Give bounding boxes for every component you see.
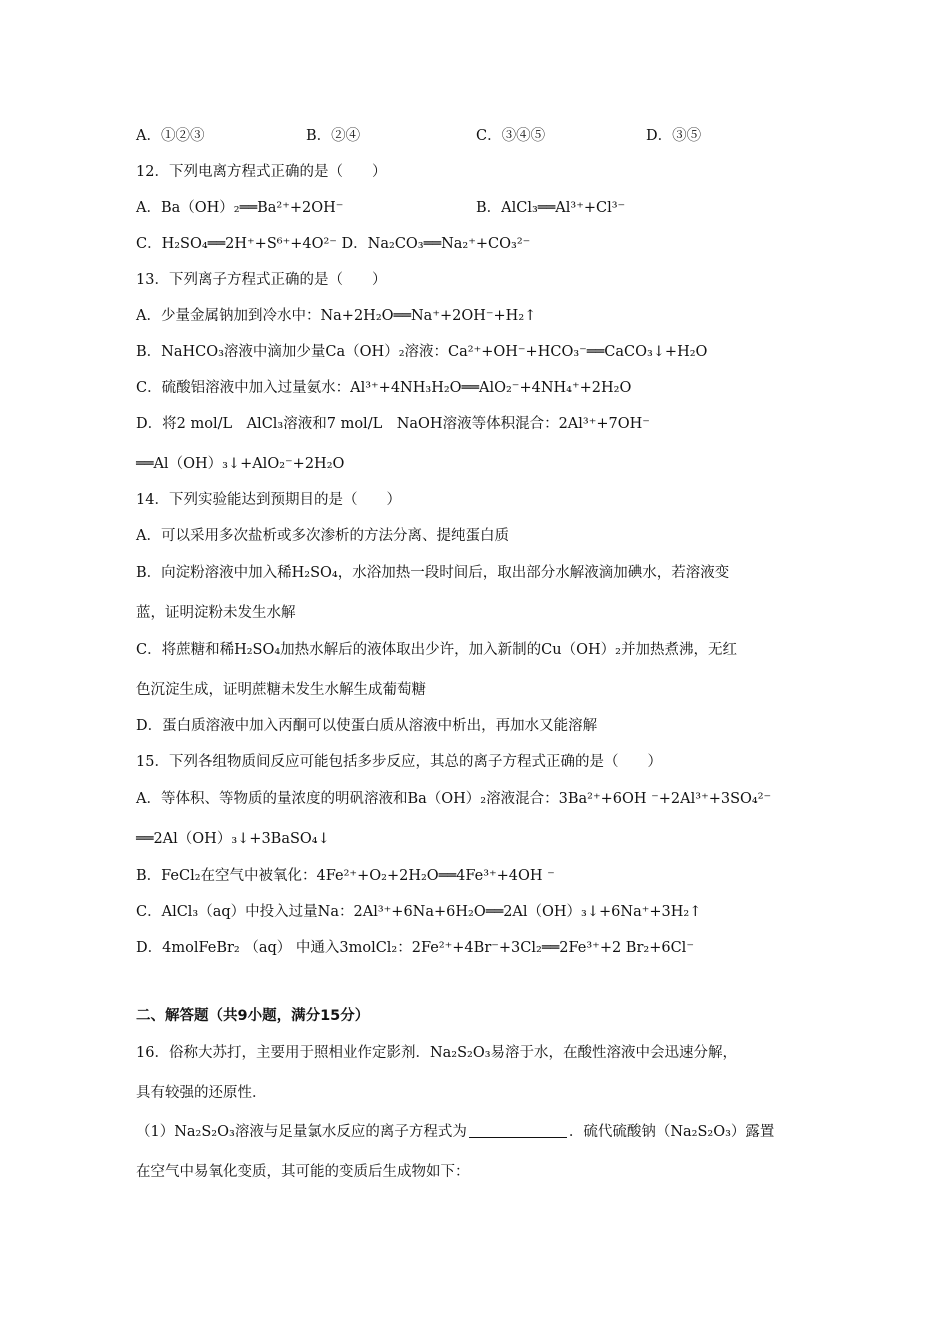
answer-blank[interactable] bbox=[469, 1123, 567, 1138]
q12-option-b: B．AlCl₃══Al³⁺+Cl³⁻ bbox=[476, 200, 626, 216]
q13-option-b: B．NaHCO₃溶液中滴加少量Ca（OH）₂溶液：Ca²⁺+OH⁻+HCO₃⁻══CaCO₃↓+H₂O bbox=[136, 344, 708, 360]
q15-option-b: B．FeCl₂在空气中被氧化：4Fe²⁺+O₂+2H₂O══4Fe³⁺+4OH ⁻ bbox=[136, 868, 555, 884]
q14-option-d: D．蛋白质溶液中加入丙酮可以使蛋白质从溶液中析出，再加水又能溶解 bbox=[136, 718, 598, 734]
q13-stem: 13．下列离子方程式正确的是（ ） bbox=[136, 272, 387, 288]
q16-line1: 16．俗称大苏打，主要用于照相业作定影剂．Na₂S₂O₃易溶于水，在酸性溶液中会迅速分解， bbox=[136, 1045, 738, 1061]
q14-option-c-line1: C．将蔗糖和稀H₂SO₄加热水解后的液体取出少许，加入新制的Cu（OH）₂并加热煮沸，无红 bbox=[136, 642, 737, 658]
q11-option-d: D．③⑤ bbox=[646, 128, 702, 144]
q16-line3 bbox=[136, 1122, 774, 1142]
q14-option-c-line2: 色沉淀生成，证明蔗糖未发生水解生成葡萄糖 bbox=[136, 682, 426, 698]
q15-option-a-line1: A．等体积、等物质的量浓度的明矾溶液和Ba（OH）₂溶液混合：3Ba²⁺+6OH ⁻+2Al³⁺+3SO₄²⁻ bbox=[136, 791, 772, 807]
q14-option-b-line2: 蓝，证明淀粉未发生水解 bbox=[136, 605, 296, 621]
q14-option-a: A．可以采用多次盐析或多次渗析的方法分离、提纯蛋白质 bbox=[136, 528, 509, 544]
q11-option-b: B．②④ bbox=[306, 128, 361, 144]
q14-option-b-line1: B．向淀粉溶液中加入稀H₂SO₄，水浴加热一段时间后，取出部分水解液滴加碘水，若溶液变 bbox=[136, 565, 730, 581]
q15-option-d: D．4molFeBr₂ （aq） 中通入3molCl₂：2Fe²⁺+4Br⁻+3Cl₂══2Fe³⁺+2 Br₂+6Cl⁻ bbox=[136, 940, 694, 956]
q11-option-a: A．①②③ bbox=[136, 128, 205, 144]
q13-option-d-line1: D．将2 mol/L AlCl₃溶液和7 mol/L NaOH溶液等体积混合：2Al³⁺+7OH⁻ bbox=[136, 416, 650, 432]
q16-line4: 在空气中易氧化变质，其可能的变质后生成物如下： bbox=[136, 1164, 470, 1180]
q15-stem: 15．下列各组物质间反应可能包括多步反应，其总的离子方程式正确的是（ ） bbox=[136, 754, 662, 770]
q13-option-c: C．硫酸铝溶液中加入过量氨水：Al³⁺+4NH₃H₂O══AlO₂⁻+4NH₄⁺+2H₂O bbox=[136, 380, 632, 396]
q12-stem: 12．下列电离方程式正确的是（ ） bbox=[136, 164, 387, 180]
q14-stem: 14．下列实验能达到预期目的是（ ） bbox=[136, 492, 401, 508]
q11-option-c: C．③④⑤ bbox=[476, 128, 546, 144]
q13-option-d-line2: ══Al（OH）₃↓+AlO₂⁻+2H₂O bbox=[136, 456, 345, 472]
section-heading: 二、解答题（共9小题，满分15分） bbox=[136, 1008, 370, 1024]
q12-option-cd: C．H₂SO₄══2H⁺+S⁶⁺+4O²⁻ D．Na₂CO₃══Na₂⁺+CO₃²⁻ bbox=[136, 236, 531, 252]
q15-option-c: C．AlCl₃（aq）中投入过量Na：2Al³⁺+6Na+6H₂O══2Al（OH）₃↓+6Na⁺+3H₂↑ bbox=[136, 904, 702, 920]
q13-option-a: A．少量金属钠加到冷水中：Na+2H₂O══Na⁺+2OH⁻+H₂↑ bbox=[136, 308, 537, 324]
q12-option-a: A．Ba（OH）₂══Ba²⁺+2OH⁻ bbox=[136, 200, 344, 216]
q16-line2: 具有较强的还原性． bbox=[136, 1085, 267, 1101]
q15-option-a-line2: ══2Al（OH）₃↓+3BaSO₄↓ bbox=[136, 831, 330, 847]
q16-line3-prefix: （1）Na₂S₂O₃溶液与足量氯水反应的离子方程式为 bbox=[136, 1124, 467, 1140]
q16-line3-suffix: ．硫代硫酸钠（Na₂S₂O₃）露置 bbox=[568, 1124, 775, 1140]
